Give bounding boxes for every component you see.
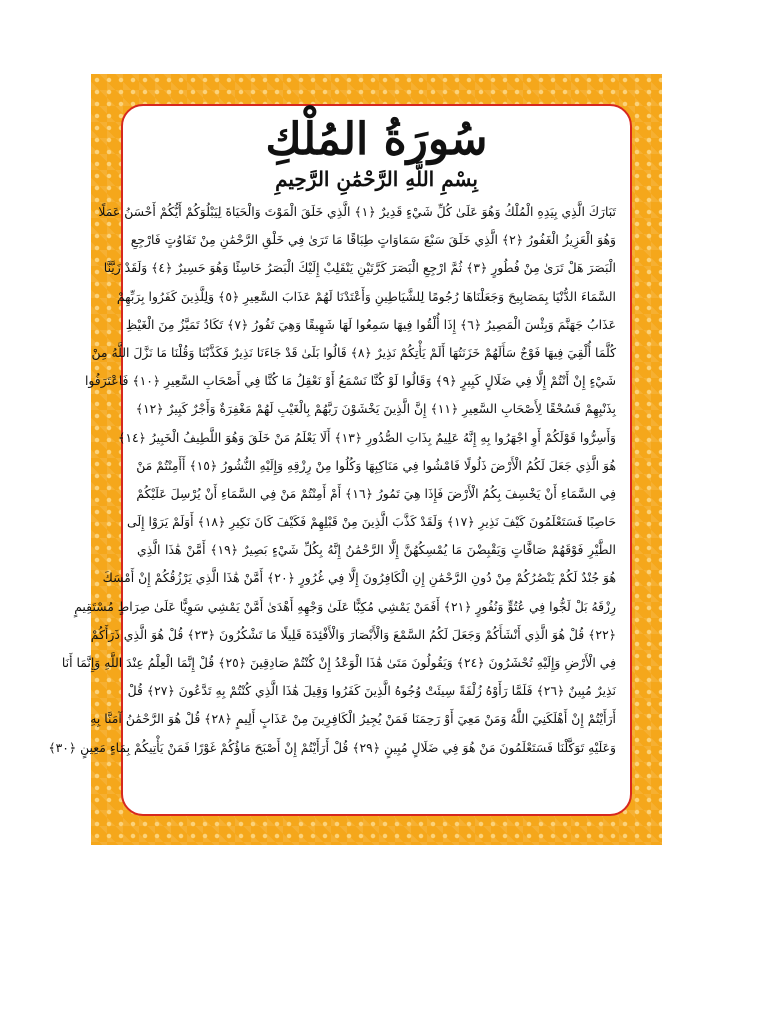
text-line: رِزْقَهُ بَلْ لَجُّوا فِي عُتُوٍّ وَنُفُورٍ ﴿٢١﴾ أَفَمَنْ يَمْشِي مُكِبًّا عَلَىٰ وَجْهِهِ أَهْدَىٰ أَمَّنْ يَمْشِي سَوِيًّا عَلَىٰ صِرَاطٍ مُسْتَقِيمٍ bbox=[74, 598, 616, 614]
text-line: وَأَسِرُّوا قَوْلَكُمْ أَوِ اجْهَرُوا بِهِ إِنَّهُ عَلِيمٌ بِذَاتِ الصُّدُورِ ﴿١٣﴾ أَلَا يَعْلَمُ مَنْ خَلَقَ وَهُوَ اللَّطِيفُ الْخَبِيرُ ﴿١٤﴾ bbox=[118, 429, 616, 445]
text-line: فِي الْأَرْضِ وَإِلَيْهِ تُحْشَرُونَ ﴿٢٤﴾ وَيَقُولُونَ مَتَىٰ هَٰذَا الْوَعْدُ إِنْ كُنْتُمْ صَادِقِينَ ﴿٢٥﴾ قُلْ إِنَّمَا الْعِلْمُ عِنْدَ اللَّهِ وَإِنَّمَا أَنَا bbox=[61, 655, 616, 670]
text-line: السَّمَاءَ الدُّنْيَا بِمَصَابِيحَ وَجَعَلْنَاهَا رُجُومًا لِلشَّيَاطِينِ وَأَعْتَدْنَا لَهُمْ عَذَابَ السَّعِيرِ ﴿٥﴾ وَلِلَّذِينَ كَفَرُوا بِرَبِّهِمْ bbox=[116, 288, 616, 304]
text-line: تَبَارَكَ الَّذِي بِيَدِهِ الْمُلْكُ وَهُوَ عَلَىٰ كُلِّ شَيْءٍ قَدِيرٌ ﴿١﴾ الَّذِي خَلَقَ الْمَوْتَ وَالْحَيَاةَ لِيَبْلُوَكُمْ أَيُّكُمْ أَحْسَنُ عَمَلًا bbox=[98, 204, 616, 219]
text-line: الْبَصَرَ هَلْ تَرَىٰ مِنْ فُطُورٍ ﴿٣﴾ ثُمَّ ارْجِعِ الْبَصَرَ كَرَّتَيْنِ يَنْقَلِبْ إِلَيْكَ الْبَصَرُ خَاسِئًا وَهُوَ حَسِيرٌ ﴿٤﴾ وَلَقَدْ زَيَّنَّا bbox=[103, 260, 616, 276]
text-line: نَذِيرٌ مُبِينٌ ﴿٢٦﴾ فَلَمَّا رَأَوْهُ زُلْفَةً سِيئَتْ وُجُوهُ الَّذِينَ كَفَرُوا وَقِيلَ هَٰذَا الَّذِي كُنْتُمْ بِهِ تَدَّعُونَ ﴿٢٧﴾ قُلْ bbox=[127, 683, 616, 699]
text-line: وَهُوَ الْعَزِيزُ الْغَفُورُ ﴿٢﴾ الَّذِي خَلَقَ سَبْعَ سَمَاوَاتٍ طِبَاقًا مَا تَرَىٰ فِي خَلْقِ الرَّحْمَٰنِ مِنْ تَفَاوُتٍ فَارْجِعِ bbox=[130, 232, 616, 248]
text-panel bbox=[48, 104, 632, 816]
surah-title: سُورَةُ المُلْكِ bbox=[265, 114, 488, 165]
text-line: وَعَلَيْهِ تَوَكَّلْنَا فَسَتَعْلَمُونَ مَنْ هُوَ فِي ضَلَالٍ مُبِينٍ ﴿٢٩﴾ قُلْ أَرَأَيْتُمْ إِنْ أَصْبَحَ مَاؤُكُمْ غَوْرًا فَمَنْ يَأْتِيكُمْ بِمَاءٍ مَعِينٍ ﴿٣٠﴾ bbox=[48, 739, 616, 755]
text-line: هُوَ الَّذِي جَعَلَ لَكُمُ الْأَرْضَ ذَلُولًا فَامْشُوا فِي مَنَاكِبِهَا وَكُلُوا مِنْ رِزْقِهِ وَإِلَيْهِ النُّشُورُ ﴿١٥﴾ أَأَمِنْتُمْ مَنْ bbox=[136, 457, 616, 473]
text-line: هُوَ جُنْدٌ لَكُمْ يَنْصُرُكُمْ مِنْ دُونِ الرَّحْمَٰنِ إِنِ الْكَافِرُونَ إِلَّا فِي غُرُورٍ ﴿٢٠﴾ أَمَّنْ هَٰذَا الَّذِي يَرْزُقُكُمْ إِنْ أَمْسَكَ bbox=[102, 570, 616, 586]
surah-text-body bbox=[48, 198, 617, 762]
text-line: عَذَابُ جَهَنَّمَ وَبِئْسَ الْمَصِيرُ ﴿٦﴾ إِذَا أُلْقُوا فِيهَا سَمِعُوا لَهَا شَهِيقًا وَهِيَ تَفُورُ ﴿٧﴾ تَكَادُ تَمَيَّزُ مِنَ الْغَيْظِ bbox=[125, 316, 616, 332]
text-line: كُلَّمَا أُلْقِيَ فِيهَا فَوْجٌ سَأَلَهُمْ خَزَنَتُهَا أَلَمْ يَأْتِكُمْ نَذِيرٌ ﴿٨﴾ قَالُوا بَلَىٰ قَدْ جَاءَنَا نَذِيرٌ فَكَذَّبْنَا وَقُلْنَا مَا نَزَّلَ اللَّهُ مِنْ bbox=[91, 344, 616, 360]
basmala: بِسْمِ اللَّهِ الرَّحْمَٰنِ الرَّحِيمِ bbox=[275, 167, 478, 191]
text-line: ﴿٢٢﴾ قُلْ هُوَ الَّذِي أَنْشَأَكُمْ وَجَعَلَ لَكُمُ السَّمْعَ وَالْأَبْصَارَ وَالْأَفْئِدَةَ قَلِيلًا مَا تَشْكُرُونَ ﴿٢٣﴾ قُلْ هُوَ الَّذِي ذَرَأَكُمْ bbox=[90, 626, 616, 642]
text-line: شَيْءٍ إِنْ أَنْتُمْ إِلَّا فِي ضَلَالٍ كَبِيرٍ ﴿٩﴾ وَقَالُوا لَوْ كُنَّا نَسْمَعُ أَوْ نَعْقِلُ مَا كُنَّا فِي أَصْحَابِ السَّعِيرِ ﴿١٠﴾ فَاعْتَرَفُوا bbox=[84, 373, 616, 389]
text-line: بِذَنْبِهِمْ فَسُحْقًا لِأَصْحَابِ السَّعِيرِ ﴿١١﴾ إِنَّ الَّذِينَ يَخْشَوْنَ رَبَّهُمْ بِالْغَيْبِ لَهُمْ مَغْفِرَةٌ وَأَجْرٌ كَبِيرٌ ﴿١٢﴾ bbox=[135, 401, 616, 417]
text-line: حَاصِبًا فَسَتَعْلَمُونَ كَيْفَ نَذِيرِ ﴿١٧﴾ وَلَقَدْ كَذَّبَ الَّذِينَ مِنْ قَبْلِهِمْ فَكَيْفَ كَانَ نَكِيرِ ﴿١٨﴾ أَوَلَمْ يَرَوْا إِلَى bbox=[127, 514, 616, 530]
text-line: الطَّيْرِ فَوْقَهُمْ صَافَّاتٍ وَيَقْبِضْنَ مَا يُمْسِكُهُنَّ إِلَّا الرَّحْمَٰنُ إِنَّهُ بِكُلِّ شَيْءٍ بَصِيرٌ ﴿١٩﴾ أَمَّنْ هَٰذَا الَّذِي bbox=[137, 542, 617, 558]
text-line: أَرَأَيْتُمْ إِنْ أَهْلَكَنِيَ اللَّهُ وَمَنْ مَعِيَ أَوْ رَحِمَنَا فَمَنْ يُجِيرُ الْكَافِرِينَ مِنْ عَذَابٍ أَلِيمٍ ﴿٢٨﴾ قُلْ هُوَ الرَّحْمَٰنُ آمَنَّا بِهِ bbox=[90, 711, 616, 727]
text-line: فِي السَّمَاءِ أَنْ يَخْسِفَ بِكُمُ الْأَرْضَ فَإِذَا هِيَ تَمُورُ ﴿١٦﴾ أَمْ أَمِنْتُمْ مَنْ فِي السَّمَاءِ أَنْ يُرْسِلَ عَلَيْكُمْ bbox=[136, 485, 616, 501]
